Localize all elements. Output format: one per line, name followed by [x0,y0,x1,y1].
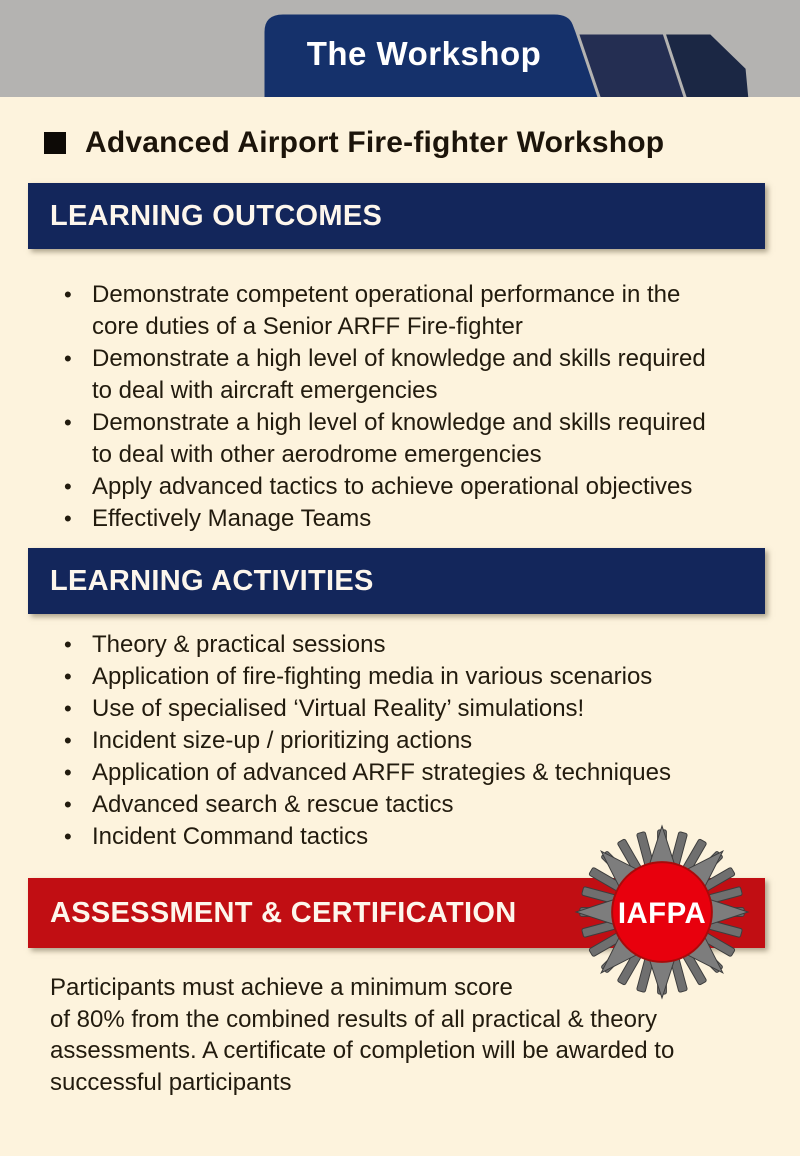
list-item: • Advanced search & rescue tactics [92,789,724,821]
list-item: • Theory & practical sessions [92,629,724,661]
list-item: • Effectively Manage Teams [92,503,724,535]
list-item: • Application of fire-fighting media in various scenarios [92,661,724,693]
activities-list [0,629,800,853]
tab-title: The Workshop [306,35,542,72]
paragraph-line: Participants must achieve a minimum score [50,974,513,1001]
list-item: • Demonstrate a high level of knowledge and skills required to deal with aircraft emergencies [92,343,724,407]
paragraph-line: successful participants [50,1068,292,1096]
outcomes-list [0,279,800,535]
activities-heading: LEARNING ACTIVITIES [50,564,374,597]
outcomes-banner [28,183,765,249]
square-bullet-icon [44,132,66,154]
top-header-bar [0,0,800,97]
page-title: Advanced Airport Fire-fighter Workshop [85,126,665,159]
paragraph-line: of 80% from the combined results of all practical & theory [50,1005,657,1033]
page-title-row [44,126,664,160]
list-item: • Incident Command tactics [92,821,724,853]
list-item: • Application of advanced ARFF strategies & techniques [92,757,724,789]
paragraph-line: assessments. A certificate of completion will be awarded to [50,1037,675,1064]
assessment-paragraph [50,972,674,1098]
list-item: • Demonstrate competent operational performance in the core duties of a Senior ARFF Fire-fighter [92,279,724,343]
badge-label: IAFPA [617,896,707,930]
assessment-heading: ASSESSMENT & CERTIFICATION [50,896,517,929]
outcomes-heading: LEARNING OUTCOMES [50,199,383,232]
list-item: • Use of specialised ‘Virtual Reality’ simulations! [92,693,724,725]
list-item: • Demonstrate a high level of knowledge and skills required to deal with other aerodrome emergencies [92,407,724,471]
list-item: • Apply advanced tactics to achieve operational objectives [92,471,724,503]
activities-banner [28,548,765,614]
list-item: • Incident size-up / prioritizing actions [92,725,724,757]
